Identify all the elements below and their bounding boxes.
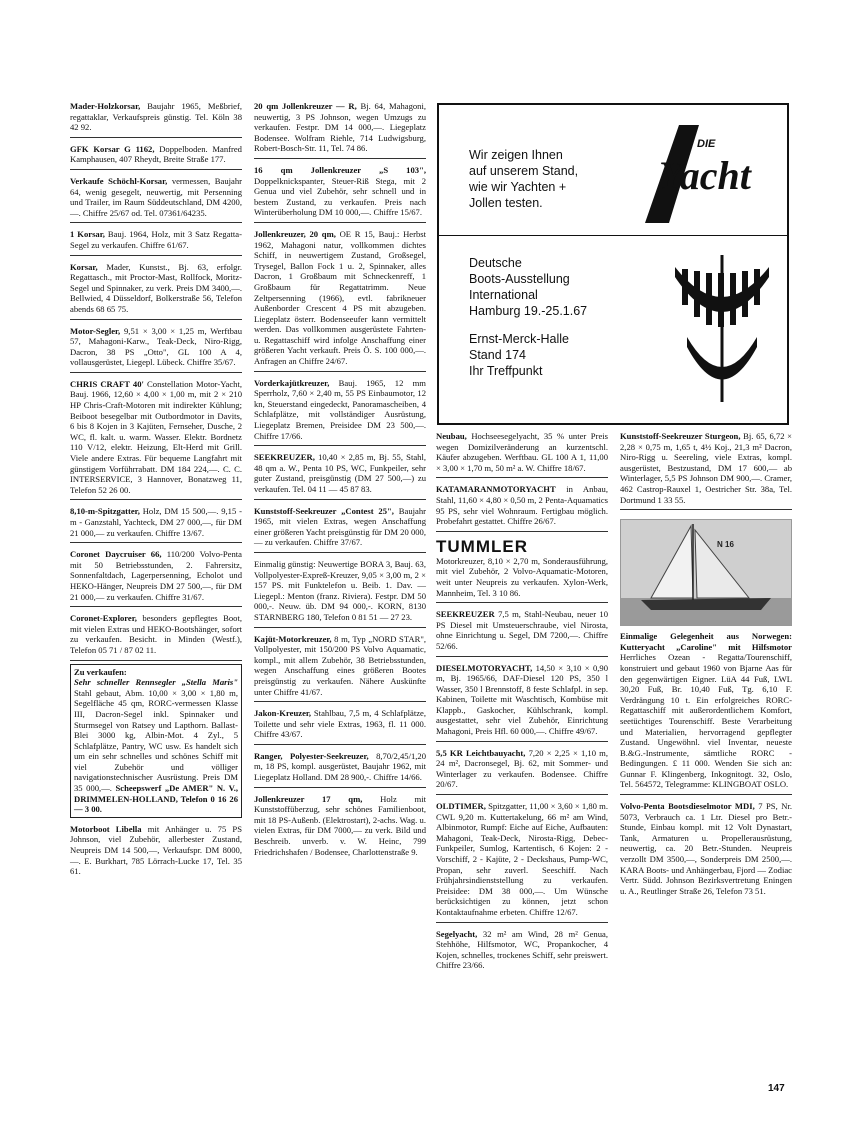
banner-line: Deutsche bbox=[469, 256, 522, 270]
classified-ad bbox=[254, 449, 426, 499]
classified-ad bbox=[620, 513, 792, 795]
banner-line: wie wir Yachten + bbox=[469, 180, 567, 194]
ad-body: Baujahr 1965, Meßbrief, regattaklar, Verkaufspreis günstig. Tel. Köln 38 42 92. bbox=[70, 101, 242, 133]
classified-ad bbox=[70, 546, 242, 607]
ad-headline: 20 qm Jollenkreuzer — R, bbox=[254, 101, 357, 111]
classified-ad bbox=[436, 606, 608, 656]
ad-headline: Volvo-Penta Bootsdieselmotor MDI, bbox=[620, 801, 755, 812]
ad-text bbox=[70, 326, 242, 368]
classified-ad bbox=[254, 503, 426, 553]
ad-body: vermessen, Baujahr 64, wenig gesegelt, neuwertig, mit Persenning und Trailer, im Raum Süddeutschland, DM 4200,—. Chiffre 25/67 od. Tel. 07361/64235. bbox=[70, 175, 242, 218]
banner-divider bbox=[439, 235, 787, 236]
ad-headline: Ranger, Polyester-Seekreuzer, bbox=[254, 750, 369, 761]
classified-ad bbox=[254, 791, 426, 862]
ad-text bbox=[436, 609, 608, 651]
ad-body: 9,51 × 3,00 × 1,25 m, Werftbau 57, Mahagoni-Karw., Teak-Deck, Niro-Rigg, Dacron, 38 PS „Otto", GL 100 A 4, vollausgerüstet, Liegepl. Lübeck. Chiffre 35/67. bbox=[70, 325, 242, 368]
ad-headline: 1 Korsar, bbox=[70, 229, 105, 240]
ad-text bbox=[436, 801, 608, 918]
classified-ad bbox=[620, 428, 792, 510]
ad-headline: Kunststoff-Seekreuzer „Contest 25", bbox=[254, 505, 394, 516]
ad-text bbox=[70, 824, 242, 877]
classified-ad bbox=[70, 173, 242, 223]
ad-body: Bj. 64, Mahagoni, neuwertig, 3 PS Johnson, wegen Umzugs zu verkaufen. Festpr. DM 14 000,—. Liegeplatz Bodensee. Wolfram Riehle, 714 Ludwigsburg, Robert-Bosch-Str. 11, Tel. 74 86. bbox=[254, 101, 426, 154]
ad-body: Motorkreuzer, 8,10 × 2,70 m, Sonderausführung, mit viel Zubehör, 2 Volvo-Aquamatic-Motoren, weit unter Neupreis zu verkaufen. Xylon-Werk, Mannheim, Tel. 3 10 86. bbox=[436, 555, 608, 598]
ad-text bbox=[436, 484, 608, 526]
classified-ad bbox=[436, 798, 608, 923]
ad-headline: Coronet-Explorer, bbox=[70, 613, 137, 624]
ad-text bbox=[436, 431, 608, 473]
ad-text bbox=[70, 549, 242, 602]
logo-die-text: DIE bbox=[697, 138, 716, 150]
ad-body: Mader, Kunstst., Bj. 63, erfolgr. Regattasch., mit Proctor-Mast, Rollfock, Moritz-Segel und Spinnaker, zu verk. Preis DM 3400,—. Bellwied, 4 Düsseldorf, Bolkerstraße 56, Telefon abends 68 65 75. bbox=[70, 261, 242, 314]
ad-text bbox=[436, 663, 608, 737]
ad-body: Bauj. 1964, Holz, mit 3 Satz Regatta-Segel zu verkaufen. Chiffre 61/67. bbox=[70, 229, 242, 250]
classified-ad bbox=[70, 98, 242, 138]
classified-ad bbox=[254, 162, 426, 223]
ad-text bbox=[70, 262, 242, 315]
sail-number-label: N 16 bbox=[717, 540, 734, 550]
ad-body: Herrliches Ozean - Regatta/Tourenschiff, konstruiert und gebaut 1960 von Bjarne Aas für den gegenwärtigen Eigner. LüA 44 Fuß, LWL 30,20 Fuß, Br. 10,40 Fuß, Tg. 6,10 F. Verdrängung 10 t. Ein erfolgreiches RORC-Regattaschiff mit außerordentlichem Komfort, seetüchtiges Tourenschiff. Beste Verarbeitung und Materialien, hervorragend gepflegter Zustand. Ungewöhnl. viel Inventar, neueste B.&G.-Instrumente, sämtliche RORC - Bedingungen. £ 11 000. Wenden Sie sich an: Gunnar F. Klingenberg, Inkognitogt. 32, Oslo, Tel. 564572, Telegramme: KLINGBOAT OSLO. bbox=[620, 652, 792, 790]
ad-text bbox=[254, 506, 426, 548]
classified-ad bbox=[254, 556, 426, 628]
ad-headline: OLDTIMER, bbox=[436, 801, 486, 812]
banner-line: Wir zeigen Ihnen bbox=[469, 148, 563, 162]
classified-ad bbox=[254, 748, 426, 788]
banner-exhibition-info bbox=[469, 255, 669, 379]
banner-line: Ihr Treffpunkt bbox=[469, 364, 543, 378]
ad-headline: Motorboot Libella bbox=[70, 823, 142, 834]
ad-body: Hochseesegelyacht, 35 % unter Preis wegen Domizilveränderung an kurzentschl. Käufer abzugeben. Werftbau. GL 100 A 1, 11,00 × 3,00 × 1,70 m, 50 m² a. W. Chiffre 18/67. bbox=[436, 431, 608, 473]
ad-body: Holz, DM 15 500,—. 9,15 - m - Ganzstahl, Yachteck, DM 27 000,—, für DM 21 000,— zu verkaufen. Chiffre 13/67. bbox=[70, 506, 242, 538]
sail-emblem-graphic bbox=[667, 247, 777, 407]
classified-ad bbox=[436, 535, 608, 603]
ad-body: 110/200 Volvo-Penta mit 50 Betriebsstunden, 2. Fahrersitz, Sonnenfaltdach, Lagerpersenning, Echolot und HEKO-Hänger, Neupreis DM 27 500,—, für DM 21 000,— zu verkaufen. Chiffre 31/67. bbox=[70, 549, 242, 602]
ad-headline: Motor-Segler, bbox=[70, 325, 121, 336]
banner-line: auf unserem Stand, bbox=[469, 164, 579, 178]
ad-headline: SEEKREUZER bbox=[436, 609, 495, 620]
ad-text bbox=[254, 452, 426, 494]
banner-invitation bbox=[439, 105, 639, 235]
classified-ad bbox=[70, 821, 242, 881]
banner-line: International bbox=[469, 288, 538, 302]
ad-body: Stahlbau, 7,5 m, 4 Schlafplätze, Toilette und sehr viele Extras, 1963, fl. 11 000. Chiffre 43/67. bbox=[254, 708, 426, 740]
die-yacht-logo bbox=[639, 105, 787, 233]
ad-body: besonders gepflegtes Boot, mit vielen Extras und HEKO-Bootshänger, sofort zu verkaufen. Besicht. in Minden (Westf.), Telefon 05 71 / 87 02 11. bbox=[70, 613, 242, 655]
classified-ad bbox=[620, 798, 792, 900]
ad-headline: Zu verkaufen: bbox=[74, 666, 127, 677]
classified-ad bbox=[70, 259, 242, 320]
ad-text bbox=[254, 229, 426, 367]
ad-body: 8 m, Typ „NORD STAR", Vollpolyester, mit 150/200 PS Volvo Aquamatic, kompl., mit allem Zubehör, 38 Betriebsstunden, wegen Anschaffung eines größeren Bootes preisgünstig zu verkaufen. Nähere Auskünfte unter Chiffre 41/67. bbox=[254, 633, 426, 697]
ad-contact: Scheepswerf „De AMER" N. V., DRIMMELEN-HOLLAND, Telefon 0 16 26 — 3 00. bbox=[74, 783, 238, 815]
ad-body: 14,50 × 3,10 × 0,90 m, Bj. 1965/66, DAF-Diesel 120 PS, 350 l Wasser, 350 l Brennstoff, 8 feste Schlafpl. in sep. Kabinen, Toilette mit Waschtisch, Kombüse mit Klappb., Gaskocher, Kühlschrank, kompl. ausgestattet, sehr viel Zubehör, Einrichtung Mahagoni, Preis Hfl. 60 000,—. Chiffre 49/67. bbox=[436, 662, 608, 737]
ad-body: Stahl gebaut, Abm. 10,00 × 3,00 × 1,80 m, Segelfläche 45 qm, RORC-vermessen Klasse III, Dacron-Segel inkl. Spinnaker und Sturmsegel von Ratsey und Lapthorn. Ballast-Blei 3000 kg, Albin-Mot. 4 Zyl., 5 Schlafplätze, Pantry, WC usw. Es handelt sich um ein sehr schnelles und schönes Schiff mit viel Zubehör und völliger navigationstechnischer Ausrüstung. Preis DM 35 000,—. bbox=[74, 687, 238, 794]
ad-headline: Jakon-Kreuzer, bbox=[254, 708, 312, 719]
classified-column-2 bbox=[254, 98, 426, 864]
ad-body: 10,40 × 2,85 m, Bj. 55, Stahl, 48 qm a. W., Penta 10 PS, WC, Funkpeiler, sehr guter Zustand, preisgünstig (DM 27 500,—) zu verkaufen. Tel. 04 11 — 45 87 83. bbox=[254, 452, 426, 494]
ad-body: Doppelknickspanter, Steuer-Riß Stega, mit 2 Genua und viel Zubehör, sehr schnell und in bestem Zustand, zu verkaufen. Preis nach Winterüberholung DM 10 000,—. Chiffre 15/67. bbox=[254, 175, 426, 218]
ad-display-headline: TUMMLER bbox=[436, 536, 528, 556]
ad-body: OE R 15, Bauj.: Herbst 1962, Mahagoni natur, vollkommen dichtes Schiff, in neuwertigem Zustand, Großsegel, Trysegel, Ballon Fock 1 u. 2, Spinnaker, alles Dacron, 1 Großbaum mit Schneckenreff, 1 Großbaum für Regattatrimm. Neue Zeltpersenning (1966), evtl. fabrikneuer Außenborder Crescent 4 PS mit abzugeben. Liegeplatz österr. Bodenseeufer kann vermittelt werden. Das vollkommen ausgerüstete Fahrten- u. Regattaschiff wird infolge Anschaffung einer größeren Yacht verkauft. Preis Ö. S. 100 000,—. Anfragen an Chiffre 24/67. bbox=[254, 228, 426, 367]
banner-line: Ernst-Merck-Halle bbox=[469, 332, 570, 346]
ad-text bbox=[436, 748, 608, 790]
classified-ad bbox=[436, 481, 608, 531]
ad-body: Constellation Motor-Yacht, Bauj. 1966, 12,60 × 4,00 × 1,00 m, mit 2 × 210 HP Chris-Craft-Motoren mit indirekter Kühlung; Beiboot besegelbar mit Outbordmotor in Davits, 6 bis 8 Kojen in 3 Kajüten, Fernseher, Dusche, 2 WC, fl. kalt. u. warm. Wasser. Elektr. Bordnetz 110 V/12, elektr. Heizung, Elt-Herd mit Grill. Viele andere Extras. Für bequeme Langfahrt mit günstigem Vorführrabatt. DM 184 224,—. C. C. INTERSERVICE, 3 Hannover, Bonatzweg 11, Telefon 52 26 00. bbox=[70, 378, 242, 495]
classified-ad bbox=[254, 631, 426, 703]
ad-text bbox=[620, 431, 792, 505]
classified-ad bbox=[70, 323, 242, 373]
banner-line: Hamburg 19.-25.1.67 bbox=[469, 304, 588, 318]
classified-ad bbox=[436, 660, 608, 742]
ad-body: Spitzgatter, 11,00 × 3,60 × 1,80 m. CWL 9,20 m. Kuttertakelung, 66 m² am Wind, Albinmotor, Rumpf: Eiche auf Eiche, Aufbauten: Mahagoni, Teak-Deck, Nirosta-Rigg, Debec-Funkpeiler, Sumlog, Kartentisch, 6 Kojen: 2 - Vorschiff, 2 - Kajüte, 2 - Deckshaus, Pump-WC, Propan, sehr zuverl. Seeschiff. Nach Frühjahrsindienststellung zu verkaufen. Preisidee: DM 38 000,—. Um Wünsche berücksichtigen zu können, jetzt schon Kontaktaufnahme erbeten. Chiffre 12/67. bbox=[436, 801, 608, 917]
ad-text bbox=[254, 634, 426, 698]
ad-headline: GFK Korsar G 1162, bbox=[70, 143, 155, 154]
ad-text bbox=[254, 101, 426, 154]
exhibition-banner-ad bbox=[437, 103, 789, 425]
ad-body: Holz mit Kunststoffüberzug, sehr schönes Familienboot, mit 18 PS-Außenb. (Elektrostart), 2-achs. Wag. u. vielen Extras, für DM 7000,— zu verk. Bild und Beschreib. unverb. v. W. Heinc, 799 Friedrichshafen / Bodensee, Charlottenstraße 9. bbox=[254, 793, 427, 857]
ad-text bbox=[254, 751, 426, 783]
banner-line: Boots-Ausstellung bbox=[469, 272, 570, 286]
ad-headline: Kunststoff-Seekreuzer Sturgeon, bbox=[620, 431, 741, 441]
ad-body: Doppelboden. Manfred Kamphausen, 407 Rheydt, Breite Straße 177. bbox=[70, 143, 242, 165]
ad-body: Bj. 65, 6,72 × 2,28 × 0,75 m, 1,65 t, 4½ Koj., 21,3 m² Dacron, Niro-Rigg u. Seereling, viele Extras, kompl. ausgerüstet, Bestzustand, DM 17 600,— ab Winterlager, 5,5 PS Johnson DM 900,—. Cramer, 462 Castrop-Rauxel 1, Oestricher Str. 38a, Tel. Dortmund 1 33 55. bbox=[620, 431, 792, 505]
ad-headline: Vorderkajütkreuzer, bbox=[254, 377, 330, 388]
classified-ad bbox=[254, 98, 426, 159]
ad-text bbox=[254, 165, 426, 218]
ad-body: 7,20 × 2,25 × 1,10 m, 24 m², Dacronsegel, Bj. 62, mit Sommer- und Winterlager zu verkaufen. Bodensee. Chiffre 20/67. bbox=[436, 747, 608, 790]
classified-ad bbox=[254, 226, 426, 372]
classified-column-4 bbox=[620, 428, 792, 903]
ad-body: 7,5 m, Stahl-Neubau, neuer 10 PS Diesel mit Umsteuerschraube, viel Nirosta, ohne Einrichtung u. Segel, DM 7200,—. Chiffre 52/66. bbox=[436, 609, 608, 651]
ad-text bbox=[254, 378, 426, 442]
ad-headline: Korsar, bbox=[70, 261, 98, 272]
classified-ad bbox=[70, 141, 242, 170]
ad-text bbox=[74, 667, 238, 815]
classified-ad bbox=[436, 745, 608, 795]
ad-text bbox=[70, 229, 242, 250]
classified-ad bbox=[70, 664, 242, 818]
ad-body: 32 m² am Wind, 28 m² Genua, Stehhöhe, Hilfsmotor, WC, Propankocher, 4 Kojen, schnelles, trockenes Schiff, sehr preiswert. Chiffre 23/66. bbox=[436, 928, 608, 971]
ad-text bbox=[254, 708, 426, 740]
ad-headline: KATAMARANMOTORYACHT bbox=[436, 484, 556, 495]
ad-headline: Jollenkreuzer, 20 qm, bbox=[254, 228, 336, 239]
ad-text bbox=[436, 538, 608, 598]
banner-line: Jollen testen. bbox=[469, 196, 543, 210]
ad-text bbox=[620, 631, 792, 790]
ad-body: 7 PS, Nr. 5073, Verbrauch ca. 1 Ltr. Diesel pro Betr.-Stunde, Einbau kompl. mit 12 Volt Dynastart, Tank, Armaturen u. Propellerausrüstung, neuwertig, ca. 20 Betr.-Stunden. Neupreis verzollt DM 3500,—, Sonderpreis DM 2500,—. KARA Boots- und Anhängerbau, Fjord — Zodiac Vertr. Südd. Johnson Bezirksvertretung Eningen u. A., Reutlinger Straße 26, Telefon 73 51. bbox=[620, 801, 792, 896]
classified-ad bbox=[254, 375, 426, 447]
classified-column-3 bbox=[436, 428, 608, 978]
classified-ad bbox=[436, 428, 608, 478]
classified-ad bbox=[70, 610, 242, 660]
ad-headline: Jollenkreuzer 17 qm, bbox=[254, 793, 363, 804]
page-number: 147 bbox=[768, 1083, 785, 1094]
ad-text bbox=[254, 794, 426, 858]
ad-headline: Kajüt-Motorkreuzer, bbox=[254, 633, 332, 644]
ad-headline: 8,10-m-Spitzgatter, bbox=[70, 506, 140, 517]
ad-headline: CHRIS CRAFT 40' bbox=[70, 378, 144, 389]
ad-text bbox=[70, 506, 242, 538]
classified-ad bbox=[436, 926, 608, 975]
sailing-yacht-photo bbox=[620, 519, 792, 626]
ad-headline: Verkaufe Schöchl-Korsar, bbox=[70, 175, 168, 186]
ad-text bbox=[70, 613, 242, 655]
ad-body: mit Anhänger u. 75 PS Johnson, viel Zubehör, allerbester Zustand, Neupreis DM 14 500,—, Verkaufspr. DM 8000,—. E. Burkhart, 785 Lörrach-Lucke 17, Tel. 35 61. bbox=[70, 823, 242, 877]
ad-text bbox=[70, 379, 242, 496]
ad-body: Baujahr 1965, mit vielen Extras, wegen Anschaffung einer größeren Yacht preisgünstig für DM 20 000,— zu verkaufen. Chiffre 37/67. bbox=[254, 505, 426, 548]
ad-text bbox=[436, 929, 608, 971]
ad-headline: 5,5 KR Leichtbauyacht, bbox=[436, 747, 526, 758]
ad-headline: Mader-Holzkorsar, bbox=[70, 101, 141, 111]
classified-column-1 bbox=[70, 98, 242, 884]
ad-text bbox=[254, 559, 426, 623]
ad-text bbox=[70, 101, 242, 133]
classified-ad bbox=[70, 503, 242, 543]
logo-yacht-text: Yacht bbox=[659, 153, 751, 198]
classified-ad bbox=[254, 705, 426, 745]
ad-headline: SEEKREUZER, bbox=[254, 452, 315, 463]
ad-headline: Neubau, bbox=[436, 431, 467, 441]
classified-ad bbox=[70, 226, 242, 255]
ad-body: Einmalig günstig: Neuwertige BORA 3, Bauj. 63, Vollpolyester-Expreß-Kreuzer, 9,05 × 3,00 m, 2 × 157 PS. mit Funktelefon u. Beib. 1. Dav. — Liegepl.: Menton (franz. Riviera). Festpr. DM 50 000,-. Neuw. üb. DM 94 000,-. KORN, 8130 STARNBERG 180, Telefon 0 81 51 — 27 23. bbox=[254, 558, 426, 622]
classified-ad bbox=[70, 376, 242, 501]
ad-body: Bauj. 1965, 12 mm Sperrholz, 7,60 × 2,40 m, 55 PS Einbaumotor, 12 kn, Steuerstand eingedeckt, Panoramascheiben, 4 Schlafplätze, mit vollständiger Ausrüstung, Liegeplatz Bremen, Preisidee DM 23 500,—. Chiffre 17/66. bbox=[254, 377, 426, 441]
ad-headline: Coronet Daycruiser 66, bbox=[70, 549, 162, 560]
ad-body: in Anbau, Stahl, 11,60 × 4,80 × 0,50 m, 2 Penta-Aquamatics 95 PS, sehr viel Wohnraum. Fertigbau möglich. Probefahrt gestattet. Chiffre 26/67. bbox=[436, 484, 608, 527]
ad-text bbox=[70, 144, 242, 165]
ad-headline: Segelyacht, bbox=[436, 928, 478, 939]
ad-headline: Einmalige Gelegenheit aus Norwegen: Kutteryacht „Caroline" mit Hilfsmotor bbox=[620, 631, 792, 652]
ad-body: 8,70/2,45/1,20 m, 18 PS, kompl. ausgerüstet, Baujahr 1962, mit Liegeplatz Holland. DM 28 900,-. Chiffre 14/66. bbox=[254, 750, 426, 783]
ad-text bbox=[70, 176, 242, 218]
banner-line: Stand 174 bbox=[469, 348, 526, 362]
ad-subheadline: Sehr schneller Rennsegler „Stella Maris" bbox=[74, 677, 238, 688]
ad-headline: 16 qm Jollenkreuzer „S 103", bbox=[254, 164, 426, 175]
ad-headline: DIESELMOTORYACHT, bbox=[436, 662, 533, 673]
ad-text bbox=[620, 801, 792, 896]
